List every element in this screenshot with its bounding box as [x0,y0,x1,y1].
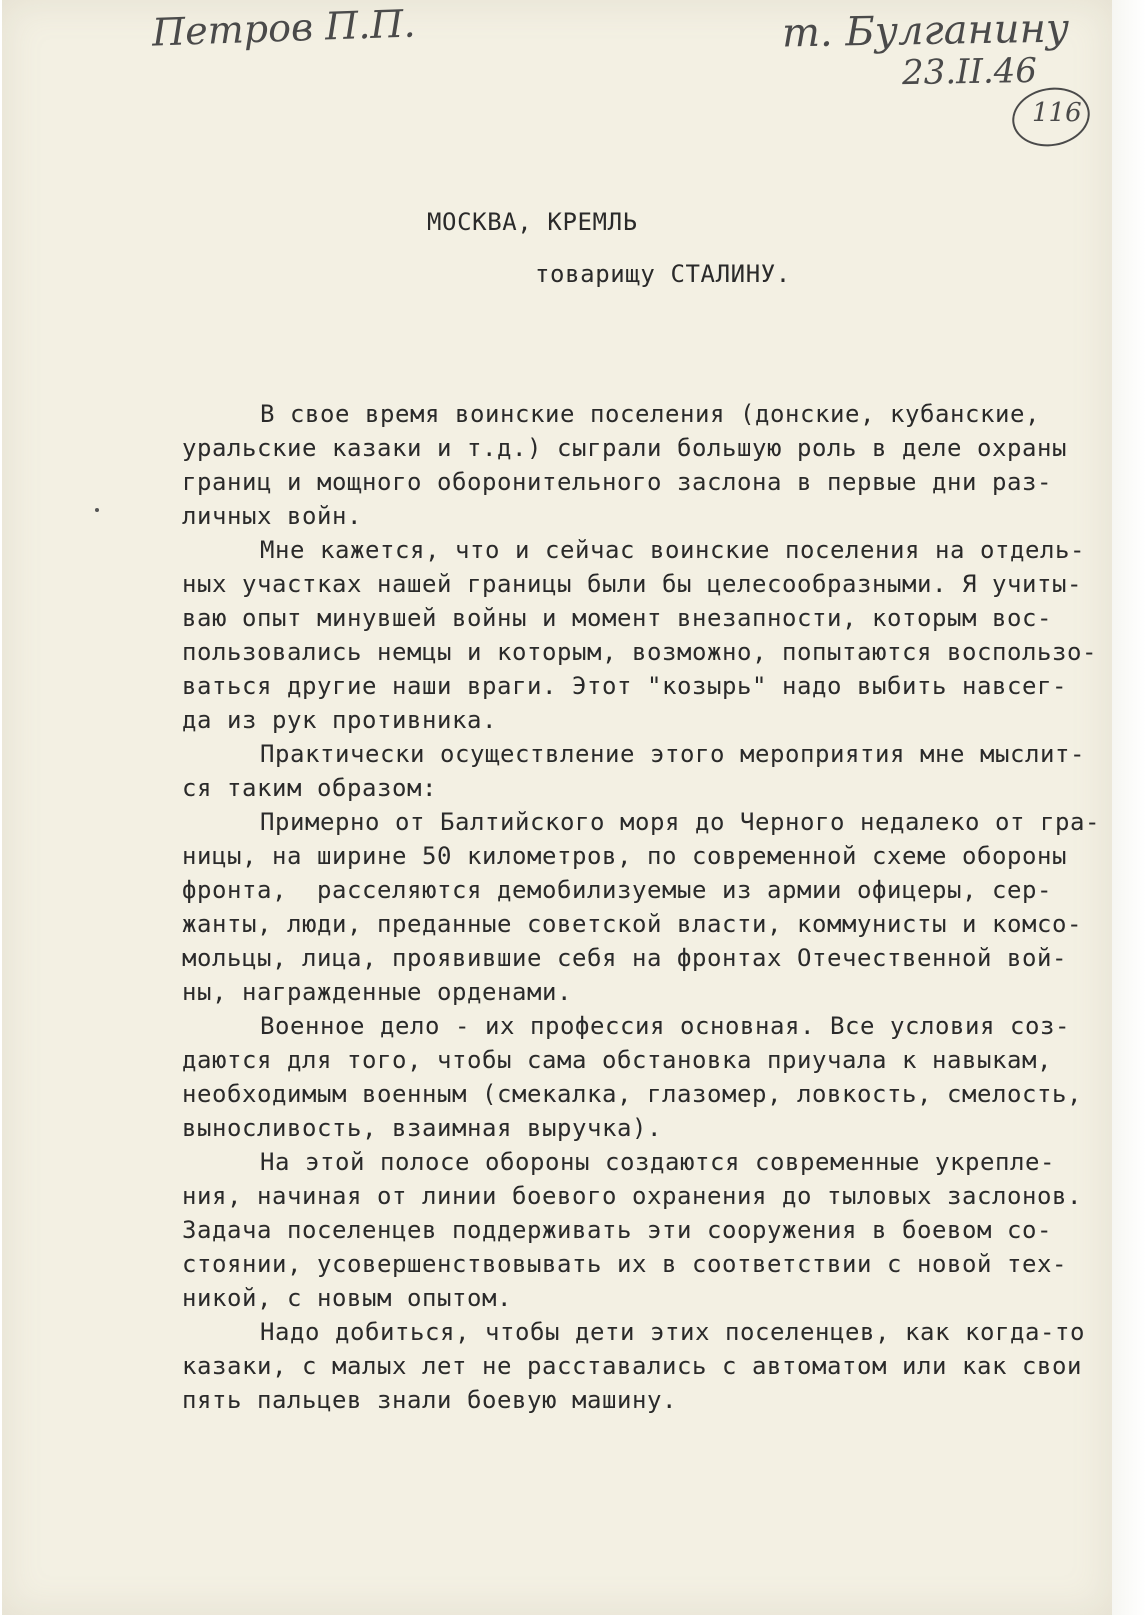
body-line: уральские казаки и т.д.) сыграли большую роль в деле охраны [182,434,1067,462]
body-line: ваю опыт минувшей войны и момент внезапности, которым вос- [182,604,1052,632]
heading-recipient: товарищу СТАЛИНУ. [535,260,791,288]
handwritten-name: Петров П.П. [151,1,417,55]
body-line: казаки, с малых лет не расставались с автоматом или как свои [182,1352,1082,1380]
body-line: На этой полосе обороны создаются современные укрепле- [260,1148,1055,1176]
body-line: выносливость, взаимная выручка). [182,1114,662,1142]
body-line: жанты, люди, преданные советской власти, коммунисты и комсо- [182,910,1082,938]
body-line: Надо добиться, чтобы дети этих поселенцев, как когда-то [260,1318,1085,1346]
handwritten-sheet-number: 116 [1032,98,1082,128]
body-line: личных войн. [182,502,362,530]
body-line: ницы, на ширине 50 километров, по современной схеме обороны [182,842,1067,870]
body-line: пять пальцев знали боевую машину. [182,1386,677,1414]
page-edge [1112,0,1146,1615]
body-line: границ и мощного оборонительного заслона в первые дни раз- [182,468,1052,496]
body-line: Задача поселенцев поддерживать эти сооружения в боевом со- [182,1216,1052,1244]
body-line: да из рук противника. [182,706,497,734]
body-line: В свое время воинские поселения (донские, кубанские, [260,400,1040,428]
body-line: ваться другие наши враги. Этот "козырь" надо выбить навсег- [182,672,1067,700]
body-line: необходимым военным (смекалка, глазомер, ловкость, смелость, [182,1080,1082,1108]
document-page [2,0,1112,1615]
paper-mark [95,508,99,512]
body-line: ния, начиная от линии боевого охранения до тыловых заслонов. [182,1182,1082,1210]
body-line: стоянии, усовершенствовывать их в соответствии с новой тех- [182,1250,1067,1278]
body-line: даются для того, чтобы сама обстановка приучала к навыкам, [182,1046,1052,1074]
body-line: никой, с новым опытом. [182,1284,512,1312]
body-line: ных участках нашей границы были бы целесообразными. Я учиты- [182,570,1082,598]
heading-address: МОСКВА, КРЕМЛЬ [427,208,638,236]
body-line: ся таким образом: [182,774,437,802]
body-line: мольцы, лица, проявившие себя на фронтах Отечественной вой- [182,944,1067,972]
body-line: ны, награжденные орденами. [182,978,572,1006]
body-line: пользовались немцы и которым, возможно, попытаются воспользо- [182,638,1097,666]
handwritten-date: 23.II.46 [901,50,1038,94]
body-line: Практически осуществление этого мероприятия мне мыслит- [260,740,1085,768]
body-line: фронта, расселяются демобилизуемые из армии офицеры, сер- [182,876,1052,904]
body-line: Мне кажется, что и сейчас воинские поселения на отдель- [260,536,1085,564]
body-line: Примерно от Балтийского моря до Черного недалеко от гра- [260,808,1100,836]
handwritten-resolution: т. Булганину [781,5,1070,57]
body-line: Военное дело - их профессия основная. Все условия соз- [260,1012,1070,1040]
